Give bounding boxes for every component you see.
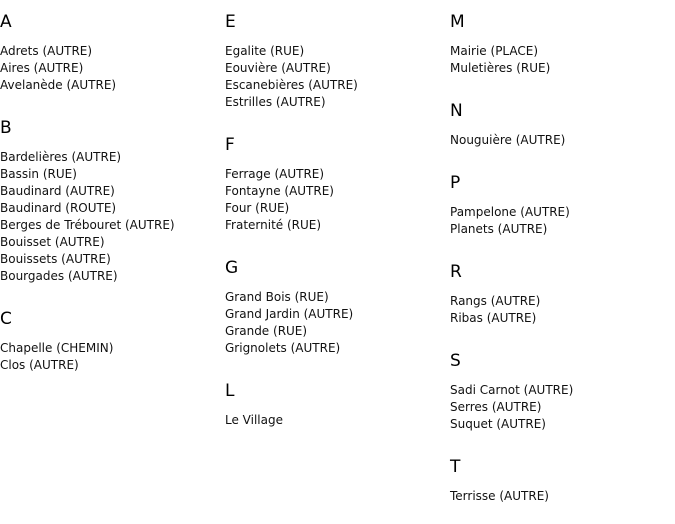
street-link[interactable]: Egalite (RUE)	[225, 44, 305, 58]
street-link[interactable]: Four (RUE)	[225, 201, 290, 215]
street-link[interactable]: Adrets (AUTRE)	[0, 44, 93, 58]
street-list	[225, 32, 450, 123]
street-link[interactable]: Berges de Trébouret (AUTRE)	[0, 218, 175, 232]
street-link[interactable]: Fraternité (RUE)	[225, 218, 322, 232]
street-link[interactable]: Planets (AUTRE)	[450, 222, 548, 236]
street-link[interactable]: Grande (RUE)	[225, 324, 308, 338]
street-list	[225, 155, 450, 246]
street-list	[0, 329, 225, 386]
street-index-column-1	[0, 0, 225, 386]
street-link[interactable]: Ferrage (AUTRE)	[225, 167, 325, 181]
letter-section-c	[0, 297, 225, 386]
letter-heading: R	[450, 262, 462, 282]
street-link[interactable]: Muletières (RUE)	[450, 61, 551, 75]
street-link[interactable]: Le Village	[225, 413, 283, 427]
street-link[interactable]: Baudinard (ROUTE)	[0, 201, 117, 215]
letter-heading: N	[450, 101, 463, 121]
letter-heading: E	[225, 12, 236, 32]
street-list	[225, 401, 450, 441]
street-list	[450, 477, 675, 517]
street-link[interactable]: Eouvière (AUTRE)	[225, 61, 331, 75]
street-link[interactable]: Grand Bois (RUE)	[225, 290, 329, 304]
street-link[interactable]: Baudinard (AUTRE)	[0, 184, 115, 198]
street-link[interactable]: Serres (AUTRE)	[450, 400, 542, 414]
street-list	[0, 32, 225, 106]
street-link[interactable]: Avelanède (AUTRE)	[0, 78, 117, 92]
letter-section-s	[450, 339, 675, 445]
street-link[interactable]: Pampelone (AUTRE)	[450, 205, 570, 219]
street-link[interactable]: Suquet (AUTRE)	[450, 417, 546, 431]
street-link[interactable]: Ribas (AUTRE)	[450, 311, 537, 325]
street-link[interactable]: Terrisse (AUTRE)	[450, 489, 549, 503]
street-link[interactable]: Estrilles (AUTRE)	[225, 95, 326, 109]
letter-heading: T	[450, 457, 461, 477]
street-link[interactable]: Aires (AUTRE)	[0, 61, 84, 75]
street-list	[450, 121, 675, 161]
letter-section-b	[0, 106, 225, 297]
street-index-column-3	[450, 0, 675, 517]
letter-section-n	[450, 89, 675, 161]
letter-heading: M	[450, 12, 465, 32]
street-link[interactable]: Escanebières (AUTRE)	[225, 78, 358, 92]
letter-heading: F	[225, 135, 235, 155]
letter-section-g	[225, 246, 450, 369]
letter-section-p	[450, 161, 675, 250]
street-link[interactable]: Clos (AUTRE)	[0, 358, 79, 372]
street-link[interactable]: Rangs (AUTRE)	[450, 294, 541, 308]
street-link[interactable]: Bassin (RUE)	[0, 167, 77, 181]
letter-heading: L	[225, 381, 235, 401]
street-link[interactable]: Bourgades (AUTRE)	[0, 269, 118, 283]
letter-section-l	[225, 369, 450, 441]
street-link[interactable]: Mairie (PLACE)	[450, 44, 539, 58]
letter-section-f	[225, 123, 450, 246]
street-link[interactable]: Grand Jardin (AUTRE)	[225, 307, 354, 321]
letter-heading: G	[225, 258, 239, 278]
letter-section-r	[450, 250, 675, 339]
street-link[interactable]: Chapelle (CHEMIN)	[0, 341, 114, 355]
letter-heading: B	[0, 118, 12, 138]
street-link[interactable]: Bouisset (AUTRE)	[0, 235, 105, 249]
street-list	[450, 32, 675, 89]
street-list	[450, 282, 675, 339]
letter-heading: A	[0, 12, 12, 32]
street-link[interactable]: Grignolets (AUTRE)	[225, 341, 341, 355]
letter-heading: C	[0, 309, 12, 329]
letter-heading: S	[450, 351, 461, 371]
street-list	[225, 278, 450, 369]
letter-section-t	[450, 445, 675, 517]
letter-section-m	[450, 0, 675, 89]
street-list	[450, 371, 675, 445]
street-link[interactable]: Bardelières (AUTRE)	[0, 150, 122, 164]
letter-section-a	[0, 0, 225, 106]
letter-heading: P	[450, 173, 461, 193]
street-link[interactable]: Nouguière (AUTRE)	[450, 133, 566, 147]
street-link[interactable]: Fontayne (AUTRE)	[225, 184, 334, 198]
street-list	[0, 138, 225, 297]
street-index-column-2	[225, 0, 450, 441]
street-link[interactable]: Sadi Carnot (AUTRE)	[450, 383, 574, 397]
street-list	[450, 193, 675, 250]
letter-section-e	[225, 0, 450, 123]
street-link[interactable]: Bouissets (AUTRE)	[0, 252, 111, 266]
